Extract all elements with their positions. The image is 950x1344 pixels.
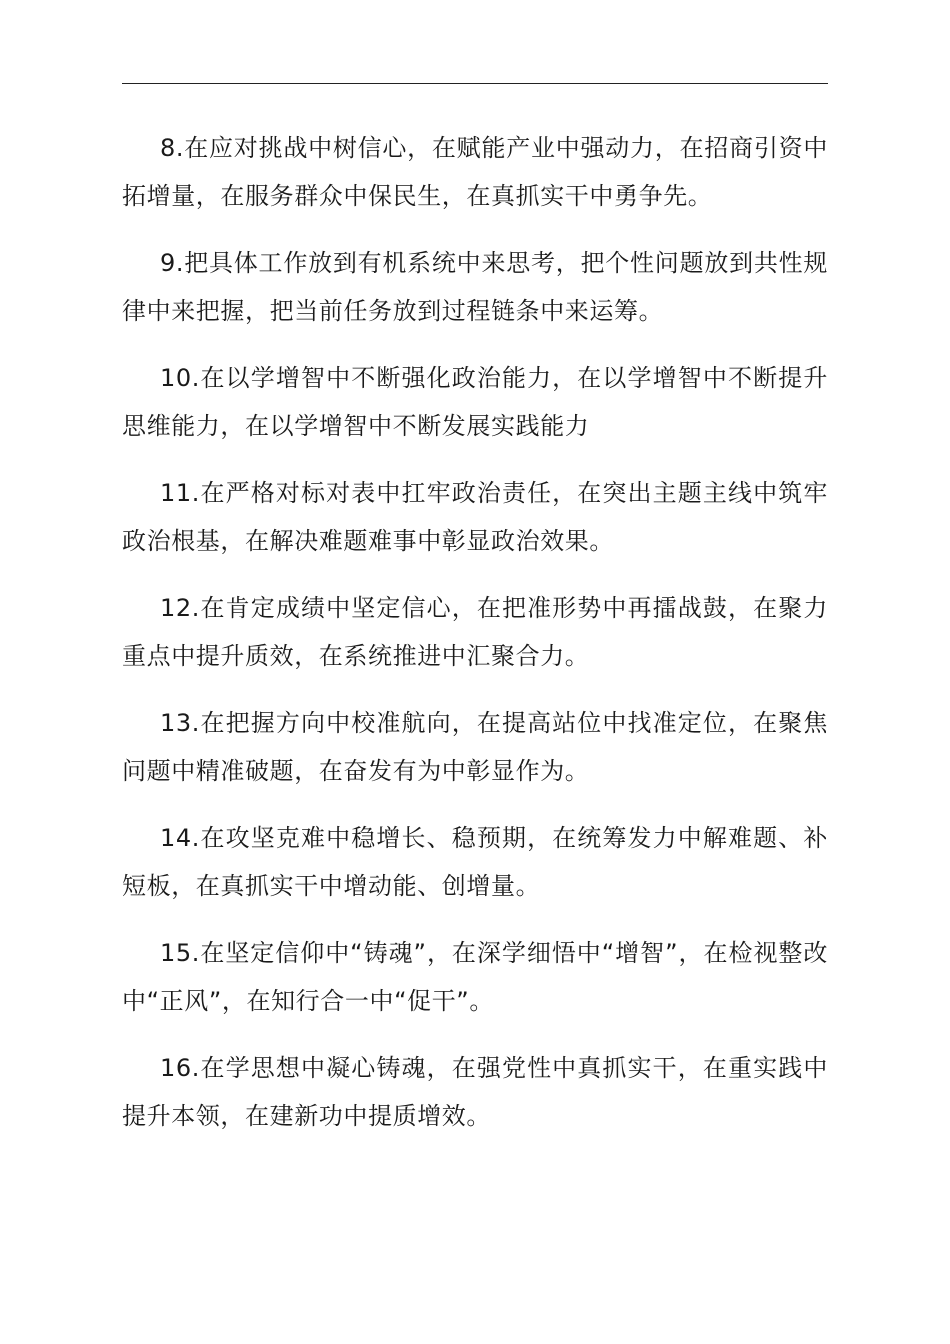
paragraph-15: 15.在坚定信仰中“铸魂”，在深学细悟中“增智”，在检视整改中“正风”，在知行合一中“促干”。 xyxy=(122,939,828,1015)
paragraph-13: 13.在把握方向中校准航向，在提高站位中找准定位，在聚焦问题中精准破题，在奋发有为中彰显作为。 xyxy=(122,709,828,785)
paragraph-8: 8.在应对挑战中树信心，在赋能产业中强动力，在招商引资中拓增量，在服务群众中保民生，在真抓实干中勇争先。 xyxy=(122,134,828,210)
paragraph-10: 10.在以学增智中不断强化政治能力，在以学增智中不断提升思维能力，在以学增智中不断发展实践能力 xyxy=(122,364,828,440)
document-body xyxy=(122,124,828,1159)
paragraph-12: 12.在肯定成绩中坚定信心，在把准形势中再擂战鼓，在聚力重点中提升质效，在系统推进中汇聚合力。 xyxy=(122,594,828,670)
paragraph-14: 14.在攻坚克难中稳增长、稳预期，在统筹发力中解难题、补短板，在真抓实干中增动能、创增量。 xyxy=(122,824,828,900)
header-divider xyxy=(122,83,828,84)
paragraph-11: 11.在严格对标对表中扛牢政治责任，在突出主题主线中筑牢政治根基，在解决难题难事中彰显政治效果。 xyxy=(122,479,828,555)
paragraph-16: 16.在学思想中凝心铸魂，在强党性中真抓实干，在重实践中提升本领，在建新功中提质增效。 xyxy=(122,1054,828,1130)
paragraph-9: 9.把具体工作放到有机系统中来思考，把个性问题放到共性规律中来把握，把当前任务放到过程链条中来运筹。 xyxy=(122,249,828,325)
